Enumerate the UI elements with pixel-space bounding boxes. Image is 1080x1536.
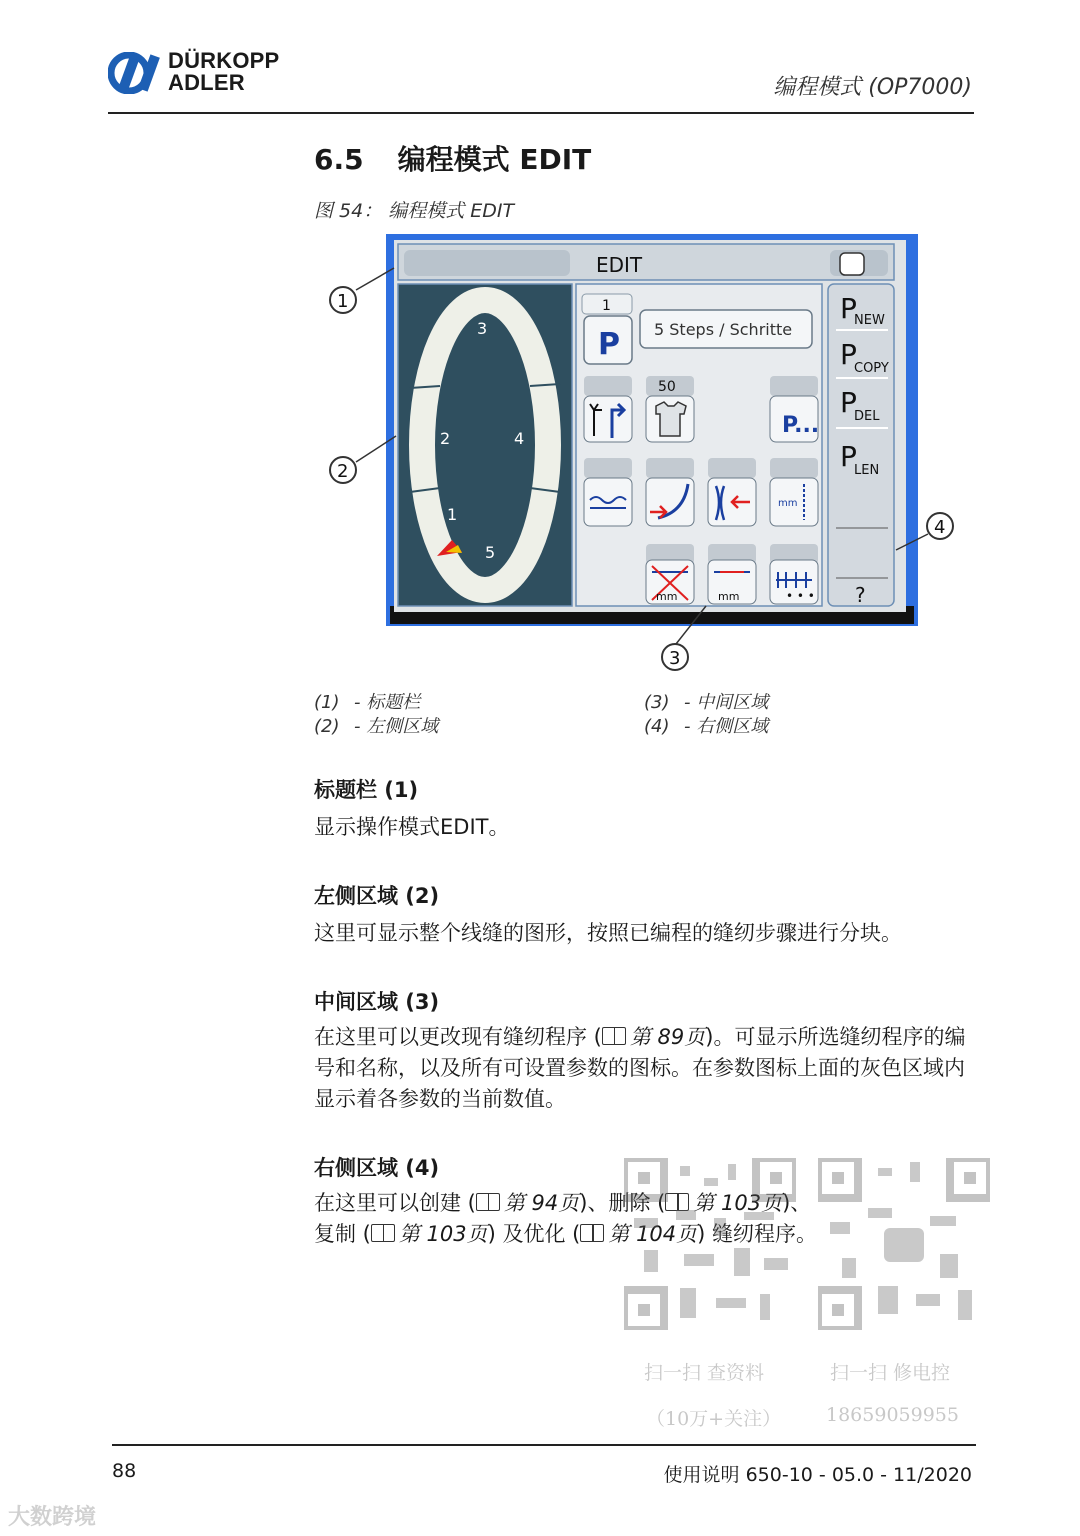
legend-item: (3) - 中间区域 <box>644 692 769 713</box>
svg-text:P: P <box>840 440 857 473</box>
block-text: 在这里可以更改现有缝纫程序 ( 第 89页)。可显示所选缝纫程序的编号和名称，以及所有可设置参数的图标。在参数图标上面的灰色区域内显示着各参数的当前数值。 <box>314 1025 966 1111</box>
title-checkbox[interactable] <box>840 253 864 275</box>
svg-text:mm: mm <box>656 590 678 603</box>
header-chapter: 编程模式 (OP7000) <box>773 75 972 100</box>
figure-caption: 图 54： 编程模式 EDIT <box>314 200 515 222</box>
block-heading: 右侧区域 (4) <box>314 1156 440 1180</box>
block-text: 在这里可以创建 ( 第 94页)、删除 ( 第 103页)、 复制 ( 第 103页) 及优化 ( 第 104页) 缝纫程序。 <box>314 1191 818 1246</box>
watermark-text: 扫一扫 查资料 <box>644 1362 765 1384</box>
qr-code-icon <box>818 1158 990 1330</box>
svg-text:DEL: DEL <box>854 409 880 424</box>
watermark-text: 18659059955 <box>826 1404 959 1426</box>
watermark-text: （10万+关注） <box>646 1408 782 1430</box>
param-value: 50 <box>658 379 676 395</box>
header-divider <box>108 112 974 114</box>
more-params-label: P... <box>782 413 820 438</box>
legend-item: (4) - 右侧区域 <box>644 716 769 737</box>
edit-screen-figure <box>310 226 970 676</box>
svg-text:COPY: COPY <box>854 361 889 376</box>
book-icon <box>371 1224 395 1242</box>
program-name: 5 Steps / Schritte <box>654 320 793 339</box>
svg-text:2: 2 <box>337 461 349 482</box>
svg-text:P: P <box>840 386 857 419</box>
page-number: 88 <box>112 1460 137 1482</box>
brand-name: DÜRKOPP ADLER <box>168 48 280 95</box>
section-title <box>314 138 591 178</box>
page-reference[interactable]: 第 89页 <box>629 1025 706 1049</box>
block-heading: 中间区域 (3) <box>314 990 440 1014</box>
legend-item: (1) - 标题栏 <box>314 692 421 713</box>
seam-label: 4 <box>514 429 525 448</box>
page-reference[interactable]: 第 94页 <box>503 1191 580 1215</box>
svg-text:LEN: LEN <box>854 463 880 478</box>
svg-text:P: P <box>840 338 857 371</box>
screen-title: EDIT <box>596 253 643 277</box>
svg-text:• • •: • • • <box>786 589 815 603</box>
document-id: 使用说明 650-10 - 05.0 - 11/2020 <box>663 1464 972 1486</box>
section-number: 6.5 <box>314 143 364 176</box>
page-reference[interactable]: 第 104页 <box>608 1222 698 1246</box>
brand-logo-icon <box>108 52 162 94</box>
seam-label: 1 <box>447 505 458 524</box>
right-area <box>828 284 894 606</box>
book-icon <box>476 1193 500 1211</box>
help-button[interactable]: ? <box>855 583 866 607</box>
seam-label: 5 <box>485 543 496 562</box>
program-button-label: P <box>598 327 620 362</box>
program-number: 1 <box>602 298 611 314</box>
block-heading: 标题栏 (1) <box>314 778 419 802</box>
footer-divider <box>112 1444 976 1446</box>
block-heading: 左侧区域 (2) <box>314 884 440 908</box>
svg-text:1: 1 <box>337 291 349 312</box>
seam-label: 3 <box>477 319 488 338</box>
svg-text:NEW: NEW <box>854 313 885 328</box>
svg-text:3: 3 <box>669 648 681 669</box>
direction-button[interactable] <box>584 396 632 442</box>
svg-text:mm: mm <box>718 590 740 603</box>
corner-watermark: 大数跨境 <box>8 1505 97 1530</box>
book-icon <box>602 1027 626 1045</box>
page-reference[interactable]: 第 103页 <box>693 1191 783 1215</box>
book-icon <box>580 1224 604 1242</box>
block-text: 显示操作模式EDIT。 <box>314 815 510 839</box>
svg-text:mm: mm <box>778 498 798 509</box>
qr-code-icon <box>624 1158 796 1330</box>
block-text: 这里可显示整个线缝的图形，按照已编程的缝纫步骤进行分块。 <box>314 921 902 945</box>
section-heading: 编程模式 EDIT <box>397 143 592 176</box>
svg-text:P: P <box>840 292 857 325</box>
page-reference[interactable]: 第 103页 <box>398 1222 488 1246</box>
seam-label: 2 <box>440 429 451 448</box>
legend-item: (2) - 左侧区域 <box>314 716 439 737</box>
watermark-text: 扫一扫 修电控 <box>830 1362 951 1384</box>
svg-text:4: 4 <box>934 517 946 538</box>
